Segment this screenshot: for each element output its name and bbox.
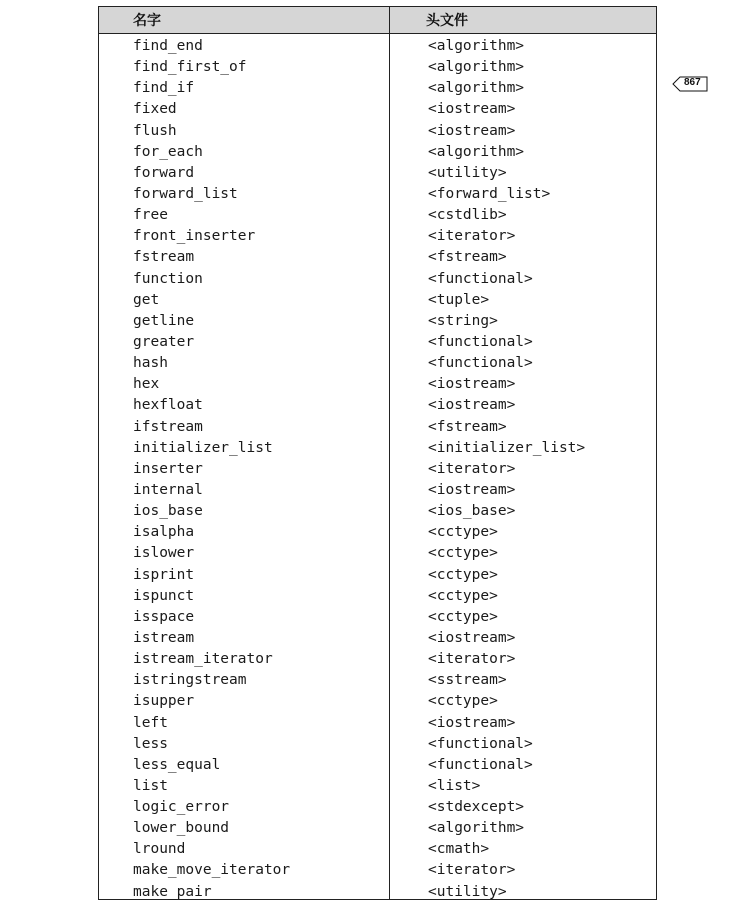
row-name: isprint (133, 566, 195, 583)
row-header-file: <sstream> (428, 672, 507, 689)
row-name: hexfloat (133, 397, 203, 414)
page-marker-tag (672, 76, 708, 92)
table-row (99, 839, 656, 860)
row-name: fixed (133, 101, 177, 118)
row-name: ifstream (133, 418, 203, 435)
row-header-file: <algorithm> (428, 38, 525, 54)
row-name: front_inserter (133, 228, 256, 245)
column-header-name: 名字 (133, 13, 161, 29)
table-row (99, 311, 656, 332)
table-row (99, 205, 656, 226)
table-row (99, 882, 656, 903)
row-header-file: <forward_list> (428, 185, 551, 202)
row-name: flush (133, 122, 177, 139)
table-row (99, 226, 656, 247)
row-name: forward (133, 164, 195, 181)
row-header-file: <ios_base> (428, 503, 516, 520)
table-row (99, 776, 656, 797)
name-header-table (98, 6, 657, 900)
table-row (99, 184, 656, 205)
table-row (99, 247, 656, 268)
table-row (99, 691, 656, 712)
row-header-file: <stdexcept> (428, 799, 525, 816)
row-header-file: <functional> (428, 270, 533, 287)
row-name: logic_error (133, 799, 230, 816)
row-name: ios_base (133, 503, 203, 520)
row-header-file: <iostream> (428, 629, 516, 646)
row-name: internal (133, 481, 203, 498)
row-name: inserter (133, 460, 203, 477)
row-name: free (133, 207, 168, 224)
table-row (99, 459, 656, 480)
row-name: less_equal (133, 756, 221, 773)
row-name: hex (133, 376, 160, 393)
table-header (99, 7, 656, 34)
row-name: isspace (133, 608, 195, 625)
table-row (99, 586, 656, 607)
table-row (99, 121, 656, 142)
row-name: find_end (133, 38, 203, 54)
row-header-file: <iterator> (428, 228, 516, 245)
row-name: istream_iterator (133, 651, 273, 668)
row-header-file: <algorithm> (428, 143, 525, 160)
table-row (99, 543, 656, 564)
row-header-file: <iostream> (428, 376, 516, 393)
table-row (99, 332, 656, 353)
table-row (99, 290, 656, 311)
table-row (99, 395, 656, 416)
row-header-file: <iostream> (428, 101, 516, 118)
table-body (99, 36, 656, 903)
row-header-file: <iterator> (428, 651, 516, 668)
row-header-file: <fstream> (428, 418, 507, 435)
row-header-file: <fstream> (428, 249, 507, 266)
table-row (99, 374, 656, 395)
row-header-file: <algorithm> (428, 59, 525, 76)
row-header-file: <cstdlib> (428, 207, 507, 224)
row-name: function (133, 270, 203, 287)
table-row (99, 818, 656, 839)
row-name: istream (133, 629, 195, 646)
row-header-file: <iostream> (428, 481, 516, 498)
row-name: forward_list (133, 185, 238, 202)
row-name: find_if (133, 80, 195, 97)
row-header-file: <tuple> (428, 291, 490, 308)
table-row (99, 99, 656, 120)
row-name: lround (133, 841, 186, 858)
row-name: left (133, 714, 168, 731)
row-header-file: <iterator> (428, 460, 516, 477)
table-row (99, 565, 656, 586)
table-row (99, 36, 656, 57)
row-header-file: <cmath> (428, 841, 490, 858)
row-header-file: <initializer_list> (428, 439, 586, 456)
row-header-file: <cctype> (428, 608, 498, 625)
row-name: initializer_list (133, 439, 273, 456)
row-header-file: <string> (428, 312, 498, 329)
table-row (99, 142, 656, 163)
row-name: hash (133, 355, 168, 372)
table-row (99, 713, 656, 734)
page-marker-number: 867 (684, 77, 701, 88)
row-name: getline (133, 312, 195, 329)
table-row (99, 269, 656, 290)
row-header-file: <list> (428, 777, 481, 794)
row-header-file: <functional> (428, 735, 533, 752)
row-header-file: <cctype> (428, 693, 498, 710)
row-name: greater (133, 333, 195, 350)
row-name: list (133, 777, 168, 794)
table-row (99, 353, 656, 374)
row-header-file: <cctype> (428, 545, 498, 562)
row-name: find_first_of (133, 59, 247, 76)
row-header-file: <cctype> (428, 587, 498, 604)
row-name: make_pair (133, 883, 212, 900)
row-name: isupper (133, 693, 195, 710)
row-header-file: <functional> (428, 333, 533, 350)
table-row (99, 734, 656, 755)
row-header-file: <algorithm> (428, 80, 525, 97)
column-header-header-file: 头文件 (426, 13, 468, 29)
row-name: less (133, 735, 168, 752)
table-row (99, 755, 656, 776)
row-header-file: <iostream> (428, 122, 516, 139)
row-name: fstream (133, 249, 195, 266)
table-row (99, 649, 656, 670)
table-row (99, 797, 656, 818)
row-header-file: <functional> (428, 355, 533, 372)
table-row (99, 438, 656, 459)
row-name: islower (133, 545, 195, 562)
table-row (99, 860, 656, 881)
row-name: for_each (133, 143, 203, 160)
table-row (99, 522, 656, 543)
table-row (99, 163, 656, 184)
row-name: istringstream (133, 672, 247, 689)
table-row (99, 670, 656, 691)
row-header-file: <iostream> (428, 714, 516, 731)
row-header-file: <iterator> (428, 862, 516, 879)
row-header-file: <utility> (428, 883, 507, 900)
row-header-file: <algorithm> (428, 820, 525, 837)
row-header-file: <functional> (428, 756, 533, 773)
table-row (99, 57, 656, 78)
row-name: get (133, 291, 160, 308)
row-name: isalpha (133, 524, 195, 541)
row-header-file: <cctype> (428, 566, 498, 583)
row-name: ispunct (133, 587, 195, 604)
row-header-file: <utility> (428, 164, 507, 181)
table-row (99, 417, 656, 438)
row-header-file: <iostream> (428, 397, 516, 414)
table-row (99, 628, 656, 649)
row-name: lower_bound (133, 820, 230, 837)
table-row (99, 480, 656, 501)
row-header-file: <cctype> (428, 524, 498, 541)
table-row (99, 78, 656, 99)
row-name: make_move_iterator (133, 862, 291, 879)
table-row (99, 501, 656, 522)
table-row (99, 607, 656, 628)
